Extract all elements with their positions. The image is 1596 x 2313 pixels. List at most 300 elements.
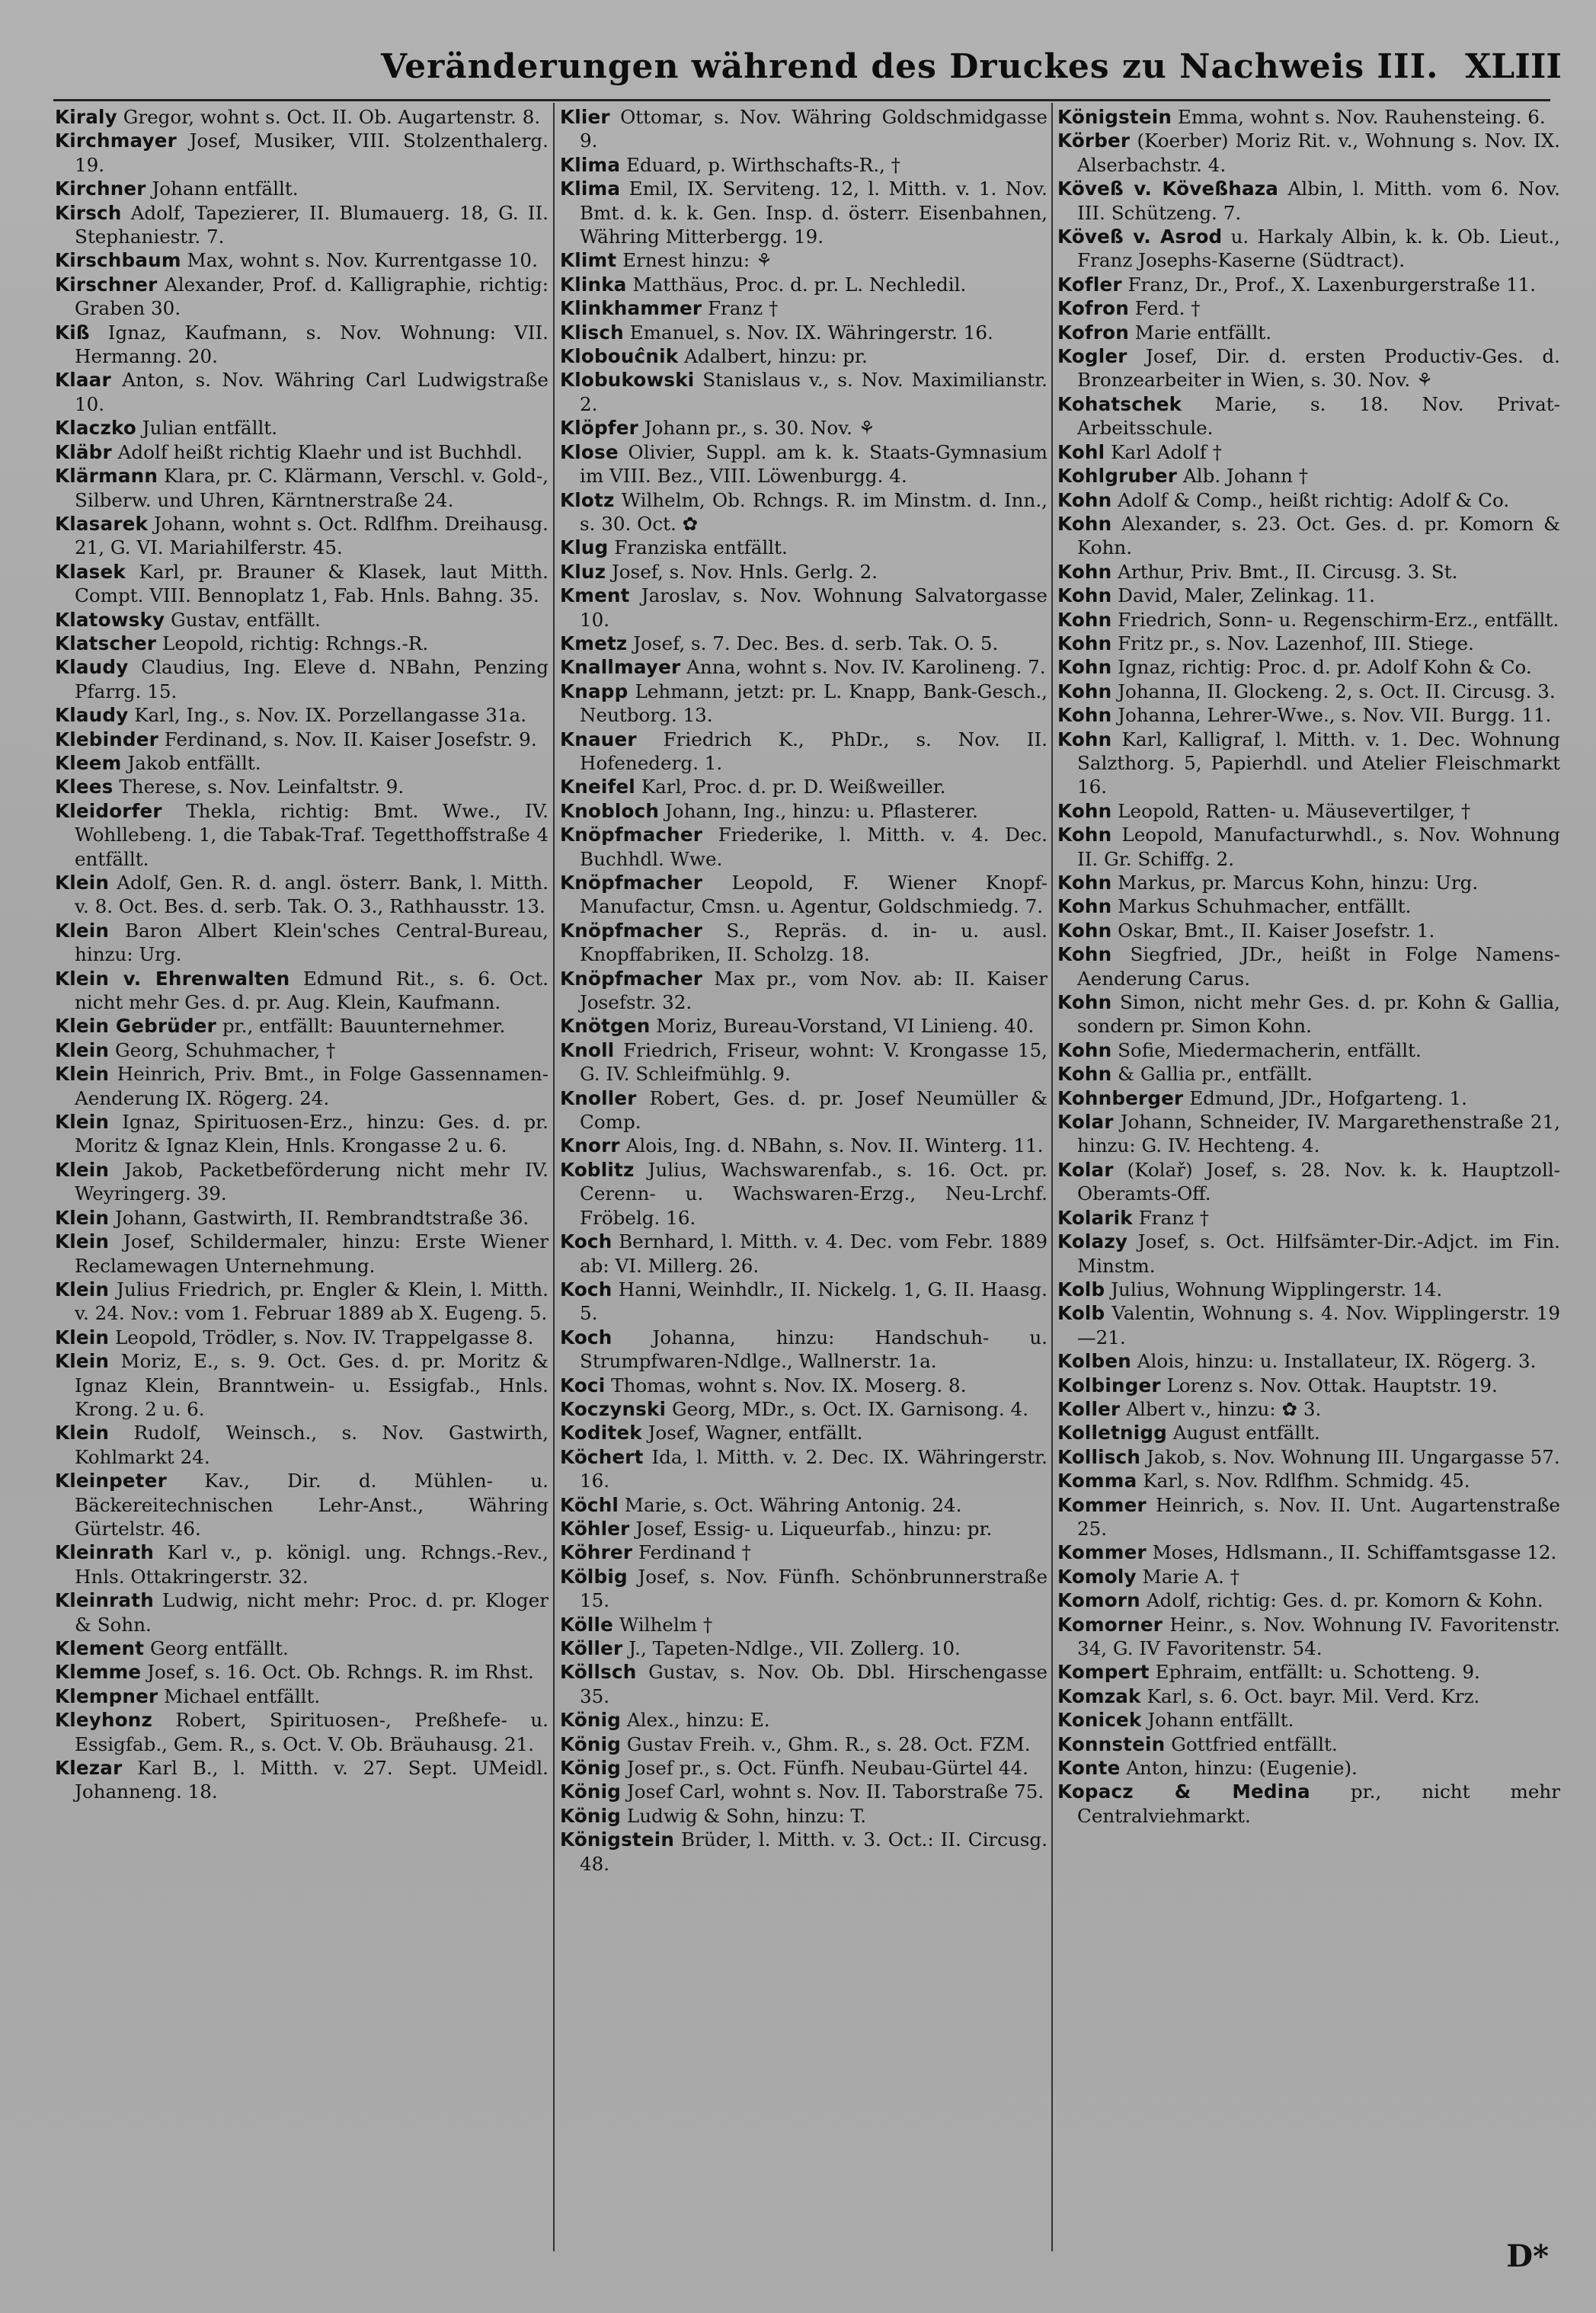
directory-entry [560, 105, 1047, 153]
directory-entry [560, 871, 1047, 919]
directory-entry [1057, 560, 1560, 584]
entry-surname: Kolarik [1057, 1206, 1133, 1229]
entry-details: Siegfried, JDr., heißt in Folge Namens-Aenderung Carus. [1077, 943, 1560, 990]
entry-surname: Kluz [560, 560, 606, 583]
entry-surname: Kohn [1057, 919, 1112, 942]
entry-details: Heinrich, s. Nov. II. Unt. Augartenstraße 25. [1077, 1493, 1560, 1540]
entry-details: Johann, Schneider, IV. Margarethenstraße 21, hinzu: G. IV. Hechteng. 4. [1077, 1111, 1560, 1157]
directory-entry [560, 440, 1047, 488]
entry-details: Josef, s. Oct. Hilfsämter-Dir.-Adjct. im Fin. Minstm. [1077, 1230, 1560, 1277]
column-left [55, 105, 549, 2254]
entry-details: Kav., Dir. d. Mühlen- u. Bäckereitechnischen Lehr-Anst., Währing Gürtelstr. 46. [75, 1470, 549, 1540]
entry-surname: Knötgen [560, 1015, 651, 1038]
entry-surname: Knobloch [560, 799, 660, 822]
directory-entry [1057, 608, 1560, 632]
entry-details: Josef, Essig- u. Liqueurfab., hinzu: pr. [635, 1517, 993, 1540]
entry-details: Moses, Hdlsmann., II. Schiffamtsgasse 12. [1152, 1541, 1557, 1564]
entry-surname: Knorr [560, 1134, 620, 1157]
entry-details: Gustav Freih. v., Ghm. R., s. 28. Oct. FZM. [626, 1732, 1031, 1755]
directory-entry [55, 1062, 549, 1110]
entry-details: Johann, Ing., hinzu: u. Pflasterer. [664, 799, 978, 822]
entry-details: Heinrich, Priv. Bmt., in Folge Gassennamen-Aenderung IX. Rögerg. 24. [75, 1063, 549, 1109]
entry-surname: Kohn [1057, 1038, 1112, 1061]
entry-details: Robert, Ges. d. pr. Josef Neumüller & Comp. [580, 1086, 1047, 1134]
entry-surname: Kleinrath [55, 1589, 154, 1612]
entry-details: Alb. Johann † [1182, 465, 1308, 488]
entry-details: Josef, s. 16. Oct. Ob. Rchngs. R. im Rhst. [147, 1661, 534, 1684]
directory-entry [1057, 1469, 1560, 1492]
entry-details: Ernest hinzu: ⚘ [622, 249, 773, 272]
directory-entry [55, 775, 549, 798]
entry-surname: Köller [560, 1637, 623, 1659]
entry-details: Marie entfällt. [1134, 321, 1272, 344]
entry-surname: Kment [560, 584, 630, 607]
directory-entry [55, 1421, 549, 1469]
directory-entry [560, 153, 1047, 177]
entry-surname: Klein [55, 1326, 110, 1348]
entry-details: Wilhelm † [619, 1613, 713, 1636]
entry-details: Moriz, Bureau-Vorstand, VI Linieng. 40. [656, 1015, 1035, 1038]
entry-details: Friedrich K., PhDr., s. Nov. II. Hofenederg. 1. [580, 728, 1047, 774]
entry-surname: Knöpfmacher [560, 967, 703, 990]
entry-details: Josef, Musiker, VIII. Stolzenthalerg. 19. [75, 130, 549, 176]
directory-entry [1057, 632, 1560, 655]
directory-entry [1057, 440, 1560, 464]
entry-surname: Kleyhonz [55, 1709, 153, 1732]
entry-details: pr., nicht mehr Centralviehmarkt. [1077, 1780, 1560, 1827]
entry-surname: Kommer [1057, 1493, 1147, 1516]
directory-entry [55, 512, 549, 560]
entry-details: Emma, wohnt s. Nov. Rauhensteing. 6. [1177, 106, 1546, 128]
directory-entry [55, 919, 549, 967]
entry-surname: Kolb [1057, 1302, 1105, 1325]
directory-entry [55, 1230, 549, 1278]
entry-details: Leopold, Manufacturwhdl., s. Nov. Wohnung II. Gr. Schiffg. 2. [1077, 824, 1560, 870]
entry-details: Markus Schuhmacher, entfällt. [1118, 895, 1412, 918]
entry-surname: Kompert [1057, 1661, 1150, 1684]
directory-entry [55, 129, 549, 177]
entry-surname: Klima [560, 153, 621, 176]
entry-surname: Kohn [1057, 991, 1112, 1014]
entry-details: Josef, Wagner, entfällt. [648, 1422, 863, 1444]
entry-surname: Klein [55, 919, 110, 942]
entry-details: Leopold, F. Wiener Knopf-Manufactur, Cmsn. u. Agentur, Goldschmiedg. 7. [580, 872, 1047, 918]
entry-surname: Kölbig [560, 1565, 628, 1588]
entry-surname: Klobukowski [560, 369, 695, 392]
entry-details: Josef, s. Nov. Hnls. Gerlg. 2. [611, 560, 878, 583]
directory-entry [1057, 1062, 1560, 1086]
entry-surname: Koci [560, 1374, 606, 1396]
entry-details: Adolf & Comp., heißt richtig: Adolf & Co. [1118, 488, 1510, 511]
directory-entry [1057, 1086, 1560, 1110]
directory-entry [55, 1756, 549, 1804]
directory-entry [560, 536, 1047, 559]
entry-details: Leopold, Ratten- u. Mäusevertilger, † [1118, 799, 1471, 822]
entry-details: Stanislaus v., s. Nov. Maximilianstr. 2. [580, 369, 1047, 415]
directory-entry [1057, 1421, 1560, 1444]
entry-surname: Kolar [1057, 1158, 1114, 1181]
entry-details: Franz, Dr., Prof., X. Laxenburgerstraße 11. [1127, 273, 1537, 296]
entry-surname: Kölle [560, 1613, 614, 1636]
entry-surname: Kohnberger [1057, 1086, 1184, 1109]
directory-entry [55, 728, 549, 751]
entry-details: Simon, nicht mehr Ges. d. pr. Kohn & Gallia, sondern pr. Simon Kohn. [1077, 991, 1560, 1038]
directory-entry [55, 440, 549, 464]
directory-entry [560, 488, 1047, 536]
entry-surname: Köllsch [560, 1661, 637, 1684]
directory-entry [55, 1326, 549, 1349]
entry-details: Emanuel, s. Nov. IX. Währingerstr. 16. [629, 321, 993, 344]
directory-entry [560, 1374, 1047, 1397]
entry-surname: Klein [55, 1278, 110, 1300]
directory-entry [55, 655, 549, 703]
entry-surname: Klaudy [55, 656, 129, 679]
entry-surname: Kleidorfer [55, 799, 162, 822]
header-rule [53, 99, 1550, 101]
entry-details: Josef, s. 7. Dec. Bes. d. serb. Tak. O. 5. [633, 632, 999, 654]
entry-surname: Kleinrath [55, 1541, 154, 1564]
entry-surname: Klein [55, 1111, 110, 1134]
entry-surname: Königstein [560, 1828, 675, 1851]
directory-entry [55, 608, 549, 632]
entry-surname: Klein Gebrüder [55, 1015, 216, 1038]
entry-details: Arthur, Priv. Bmt., II. Circusg. 3. St. [1118, 560, 1458, 583]
entry-details: Moriz, E., s. 9. Oct. Ges. d. pr. Moritz & Ignaz Klein, Branntwein- u. Essigfab., Hnls. Krong. 2 u. 6. [75, 1350, 549, 1420]
directory-entry [1057, 1349, 1560, 1373]
directory-entry [1057, 177, 1560, 225]
entry-details: Ignaz, Kaufmann, s. Nov. Wohnung: VII. Hermanng. 20. [75, 321, 549, 368]
entry-surname: Kolar [1057, 1111, 1114, 1134]
entry-surname: Komorner [1057, 1613, 1163, 1636]
entry-surname: Kohn [1057, 895, 1112, 918]
entry-details: Adolf, Gen. R. d. angl. österr. Bank, l. Mitth. v. 8. Oct. Bes. d. serb. Tak. O. 3., Rathhausstr. 13. [75, 872, 549, 918]
directory-entry [55, 1588, 549, 1636]
entry-surname: Klobouĉnik [560, 345, 679, 368]
entry-surname: Koller [1057, 1397, 1121, 1420]
entry-details: Markus, pr. Marcus Kohn, hinzu: Urg. [1118, 872, 1479, 894]
directory-entry [560, 1613, 1047, 1636]
directory-entry [560, 655, 1047, 679]
entry-details: Therese, s. Nov. Leinfaltstr. 9. [119, 776, 405, 798]
entry-details: Ludwig, nicht mehr: Proc. d. pr. Kloger & Sohn. [75, 1589, 549, 1636]
entry-surname: Konnstein [1057, 1732, 1166, 1755]
directory-entry [560, 1038, 1047, 1086]
entry-details: Adolf, richtig: Ges. d. pr. Komorn & Kohn. [1146, 1589, 1543, 1612]
entry-details: Ferdinand † [638, 1541, 751, 1564]
entry-surname: Kofler [1057, 273, 1122, 296]
directory-entry [560, 823, 1047, 871]
entry-details: Friederike, l. Mitth. v. 4. Dec. Buchhdl. Wwe. [580, 824, 1047, 870]
entry-details: Friedrich, Sonn- u. Regenschirm-Erz., entfällt. [1118, 608, 1559, 631]
entry-surname: Klatowsky [55, 608, 165, 631]
entry-surname: Kopacz & Medina [1057, 1780, 1310, 1803]
directory-entry [55, 1469, 549, 1540]
directory-entry [55, 1660, 549, 1684]
directory-entry [55, 560, 549, 608]
directory-entry [560, 1756, 1047, 1780]
entry-surname: Klasek [55, 560, 126, 583]
directory-entry [1057, 1660, 1560, 1684]
entry-surname: Klatscher [55, 632, 157, 654]
entry-surname: Koczynski [560, 1397, 667, 1420]
entry-surname: Kohn [1057, 656, 1112, 679]
directory-entry [1057, 894, 1560, 918]
entry-surname: Klimt [560, 249, 617, 272]
entry-details: Edmund Rit., s. 6. Oct. nicht mehr Ges. d. pr. Aug. Klein, Kaufmann. [75, 967, 549, 1014]
entry-details: Johann, wohnt s. Oct. Rdlfhm. Dreihausg. 21, G. VI. Mariahilferstr. 45. [75, 512, 549, 559]
entry-details: Jakob, s. Nov. Wohnung III. Ungargasse 57. [1146, 1445, 1560, 1468]
entry-surname: Kleem [55, 751, 122, 774]
directory-entry [560, 1421, 1047, 1444]
directory-entry [55, 799, 549, 871]
entry-surname: König [560, 1757, 622, 1780]
entry-surname: Klement [55, 1637, 145, 1659]
directory-entry [1057, 919, 1560, 942]
entry-surname: Kneifel [560, 776, 635, 798]
entry-surname: Komoly [1057, 1565, 1137, 1588]
entry-surname: Knapp [560, 680, 628, 702]
directory-entry [560, 1086, 1047, 1134]
entry-surname: Knallmayer [560, 656, 681, 679]
entry-surname: Klotz [560, 488, 615, 511]
entry-details: Karl v., p. königl. ung. Rchngs.-Rev., Hnls. Ottakringerstr. 32. [75, 1541, 549, 1588]
directory-entry [1057, 1756, 1560, 1780]
entry-details: Adalbert, hinzu: pr. [684, 345, 868, 368]
directory-entry [560, 1804, 1047, 1828]
entry-surname: Kohn [1057, 680, 1112, 702]
entry-details: Hanni, Weinhdlr., II. Nickelg. 1, G. II. Haasg. 5. [580, 1278, 1047, 1325]
entry-details: Johann entfällt. [1147, 1709, 1294, 1732]
directory-entry [55, 321, 549, 369]
directory-entry [560, 799, 1047, 823]
column-right [1057, 105, 1560, 2254]
entry-details: Gregor, wohnt s. Oct. II. Ob. Augartenstr. 8. [123, 106, 541, 128]
entry-surname: Klein v. Ehrenwalten [55, 967, 290, 990]
entry-details: Matthäus, Proc. d. pr. L. Nechledil. [632, 273, 967, 296]
entry-surname: Kirschner [55, 273, 158, 296]
entry-surname: Köveß v. Köveßhaza [1057, 178, 1279, 200]
entry-details: Max pr., vom Nov. ab: II. Kaiser Josefstr. 32. [580, 967, 1047, 1014]
page-title: Veränderungen während des Druckes zu Nachweis III. [381, 47, 1439, 86]
entry-surname: Kohn [1057, 560, 1112, 583]
entry-surname: König [560, 1780, 622, 1803]
entry-details: Emil, IX. Serviteng. 12, l. Mitth. v. 1. Nov. Bmt. d. k. k. Gen. Insp. d. österr. Eisenbahnen, Währing Mitterbergg. 19. [580, 178, 1047, 248]
entry-details: J., Tapeten-Ndlge., VII. Zollerg. 10. [628, 1637, 961, 1659]
entry-details: Gottfried entfällt. [1171, 1732, 1338, 1755]
directory-entry [1057, 655, 1560, 679]
directory-entry [560, 967, 1047, 1015]
directory-entry [1057, 321, 1560, 344]
directory-entry [1057, 1565, 1560, 1588]
entry-details: Thekla, richtig: Bmt. Wwe., IV. Wohllebeng. 1, die Tabak-Traf. Tegetthoffstraße 4 entfällt. [75, 799, 549, 870]
entry-surname: Klein [55, 1422, 110, 1444]
directory-entry [560, 1517, 1047, 1540]
directory-entry [1057, 392, 1560, 440]
entry-surname: Kofron [1057, 321, 1129, 344]
entry-surname: Kohn [1057, 799, 1112, 822]
entry-details: u. Harkaly Albin, k. k. Ob. Lieut., Franz Josephs-Kaserne (Südtract). [1077, 226, 1560, 272]
entry-details: Jakob entfällt. [127, 751, 261, 774]
directory-entry [560, 1397, 1047, 1421]
entry-surname: König [560, 1804, 622, 1827]
directory-entry [560, 248, 1047, 272]
entry-surname: Köhler [560, 1517, 630, 1540]
entry-surname: Klein [55, 1063, 110, 1086]
entry-surname: Körber [1057, 130, 1131, 152]
entry-surname: Klaar [55, 369, 111, 392]
entry-details: Klara, pr. C. Klärmann, Verschl. v. Gold-, Silberw. und Uhren, Kärntnerstraße 24. [75, 465, 549, 511]
entry-details: pr., entfällt: Bauunternehmer. [222, 1015, 506, 1038]
entry-surname: Kolben [1057, 1350, 1131, 1373]
directory-entry [560, 775, 1047, 798]
entry-details: Sofie, Miedermacherin, entfällt. [1118, 1038, 1422, 1061]
directory-entry [1057, 942, 1560, 990]
directory-entry [1057, 1780, 1560, 1828]
entry-details: Johanna, II. Glockeng. 2, s. Oct. II. Circusg. 3. [1118, 680, 1556, 702]
directory-entry [1057, 799, 1560, 823]
directory-entry [1057, 823, 1560, 871]
entry-details: Karl, Proc. d. pr. D. Weißweiller. [641, 776, 946, 798]
entry-surname: König [560, 1732, 622, 1755]
entry-details: Ferdinand, s. Nov. II. Kaiser Josefstr. 9. [164, 728, 537, 750]
entry-details: Jakob, Packetbeförderung nicht mehr IV. Weyringerg. 39. [75, 1158, 549, 1205]
entry-details: Karl, s. Nov. Rdlfhm. Schmidg. 45. [1143, 1470, 1470, 1492]
directory-entry [55, 1110, 549, 1158]
directory-entry [55, 248, 549, 272]
directory-entry [560, 296, 1047, 320]
entry-details: Johann, Gastwirth, II. Rembrandtstraße 36. [114, 1206, 529, 1229]
entry-surname: Klein [55, 872, 110, 894]
directory-entry [1057, 1397, 1560, 1421]
directory-entry [55, 1038, 549, 1062]
directory-entry [560, 1636, 1047, 1660]
entry-details: Albert v., hinzu: ✿ 3. [1126, 1397, 1322, 1420]
entry-surname: Konicek [1057, 1709, 1142, 1732]
entry-surname: Kirschbaum [55, 249, 181, 272]
entry-surname: Klaudy [55, 704, 129, 727]
entry-details: Ephraim, entfällt: u. Schotteng. 9. [1155, 1661, 1480, 1684]
entry-details: Leopold, richtig: Rchngs.-R. [162, 632, 429, 654]
entry-surname: Kohn [1057, 943, 1112, 966]
entry-surname: Kohlgruber [1057, 465, 1178, 488]
directory-entry [55, 464, 549, 512]
directory-entry [55, 632, 549, 655]
directory-entry [55, 273, 549, 321]
entry-surname: Klug [560, 536, 609, 559]
entry-surname: Klier [560, 106, 610, 128]
entry-surname: Klima [560, 178, 621, 200]
entry-details: Franziska entfällt. [614, 536, 788, 559]
entry-surname: Klein [55, 1038, 110, 1061]
entry-details: Josef Carl, wohnt s. Nov. II. Taborstraße 75. [626, 1780, 1044, 1803]
directory-entry [1057, 1206, 1560, 1230]
directory-entry [1057, 728, 1560, 799]
entry-surname: Kohn [1057, 608, 1112, 631]
directory-entry [1057, 296, 1560, 320]
entry-surname: Koch [560, 1326, 612, 1348]
entry-details: Julius Friedrich, pr. Engler & Klein, l. Mitth. v. 24. Nov.: vom 1. Februar 1889 ab X. Eugeng. 5. [75, 1278, 549, 1325]
entry-surname: Klein [55, 1350, 110, 1373]
directory-entry [1057, 1540, 1560, 1564]
entry-details: Anton, s. Nov. Währing Carl Ludwigstraße 10. [75, 369, 549, 415]
directory-entry [55, 751, 549, 775]
directory-entry [55, 1158, 549, 1206]
entry-surname: Klinkhammer [560, 297, 702, 320]
directory-entry [55, 105, 549, 129]
entry-details: Julius, Wachswarenfab., s. 16. Oct. pr. Cerenn- u. Wachswaren-Erzg., Neu-Lrchf. Fröbelg. 16. [580, 1158, 1047, 1229]
entry-surname: Kofron [1057, 297, 1129, 320]
directory-entry [55, 1540, 549, 1588]
entry-details: Johann pr., s. 30. Nov. ⚘ [644, 417, 875, 440]
entry-details: Lorenz s. Nov. Ottak. Hauptstr. 19. [1166, 1374, 1498, 1396]
entry-surname: Klasarek [55, 512, 149, 535]
entry-details: Georg, Schuhmacher, † [114, 1038, 336, 1061]
entry-surname: Kolletnigg [1057, 1422, 1167, 1444]
directory-entry [560, 728, 1047, 776]
entry-surname: Klein [55, 1158, 110, 1181]
directory-entry [560, 1326, 1047, 1374]
entry-surname: Kommer [1057, 1541, 1147, 1564]
entry-surname: Komorn [1057, 1589, 1140, 1612]
directory-entry [560, 321, 1047, 344]
entry-surname: Knöpfmacher [560, 824, 703, 846]
entry-details: Alois, Ing. d. NBahn, s. Nov. II. Winterg. 11. [625, 1134, 1044, 1157]
directory-entry [1057, 1445, 1560, 1469]
directory-entry [1057, 680, 1560, 703]
directory-entry [560, 560, 1047, 584]
directory-entry [1057, 1230, 1560, 1278]
entry-details: (Koerber) Moriz Rit. v., Wohnung s. Nov. IX. Alserbachstr. 4. [1077, 130, 1560, 176]
directory-entry [1057, 584, 1560, 607]
entry-surname: Kolbinger [1057, 1374, 1161, 1396]
entry-details: Georg entfällt. [149, 1637, 289, 1659]
entry-surname: Kläbr [55, 440, 112, 463]
directory-entry [560, 1540, 1047, 1564]
entry-surname: Klein [55, 1230, 110, 1253]
directory-entry [1057, 512, 1560, 560]
directory-entry [560, 177, 1047, 248]
directory-entry [560, 680, 1047, 728]
entry-details: Max, wohnt s. Nov. Kurrentgasse 10. [187, 249, 538, 272]
entry-details: Marie, s. 18. Nov. Privat-Arbeitsschule. [1077, 392, 1560, 440]
directory-entry [560, 1565, 1047, 1613]
entry-details: Franz † [707, 297, 779, 320]
entry-details: Albin, l. Mitth. vom 6. Nov. III. Schützeng. 7. [1077, 178, 1560, 224]
directory-entry [560, 1493, 1047, 1517]
directory-entry [560, 1158, 1047, 1230]
directory-entry [1057, 1301, 1560, 1349]
entry-surname: Kohn [1057, 872, 1112, 894]
directory-entry [55, 871, 549, 919]
directory-entry [1057, 225, 1560, 273]
entry-surname: Kohn [1057, 632, 1112, 654]
entry-details: Adolf, Tapezierer, II. Blumauerg. 18, G. II. Stephaniestr. 7. [75, 201, 549, 248]
entry-surname: Kohn [1057, 728, 1112, 750]
entry-details: Michael entfällt. [164, 1684, 321, 1707]
entry-details: Robert, Spirituosen-, Preßhefe- u. Essigfab., Gem. R., s. Oct. V. Ob. Bräuhausg. 21. [75, 1709, 549, 1755]
entry-surname: Kolazy [1057, 1230, 1128, 1253]
entry-details: Karl B., l. Mitth. v. 27. Sept. UMeidl. Johanneng. 18. [75, 1757, 549, 1803]
entry-surname: Kiß [55, 321, 90, 344]
entry-surname: König [560, 1709, 622, 1732]
entry-details: Valentin, Wohnung s. 4. Nov. Wipplingerstr. 19—21. [1077, 1302, 1560, 1348]
entry-details: Josef, s. Nov. Fünfh. Schönbrunnerstraße 15. [580, 1565, 1047, 1612]
entry-surname: Klose [560, 440, 619, 463]
directory-entry [1057, 1588, 1560, 1612]
entry-surname: Kohn [1057, 1063, 1112, 1086]
directory-entry [55, 177, 549, 200]
entry-details: Leopold, Trödler, s. Nov. IV. Trappelgasse 8. [114, 1326, 534, 1348]
